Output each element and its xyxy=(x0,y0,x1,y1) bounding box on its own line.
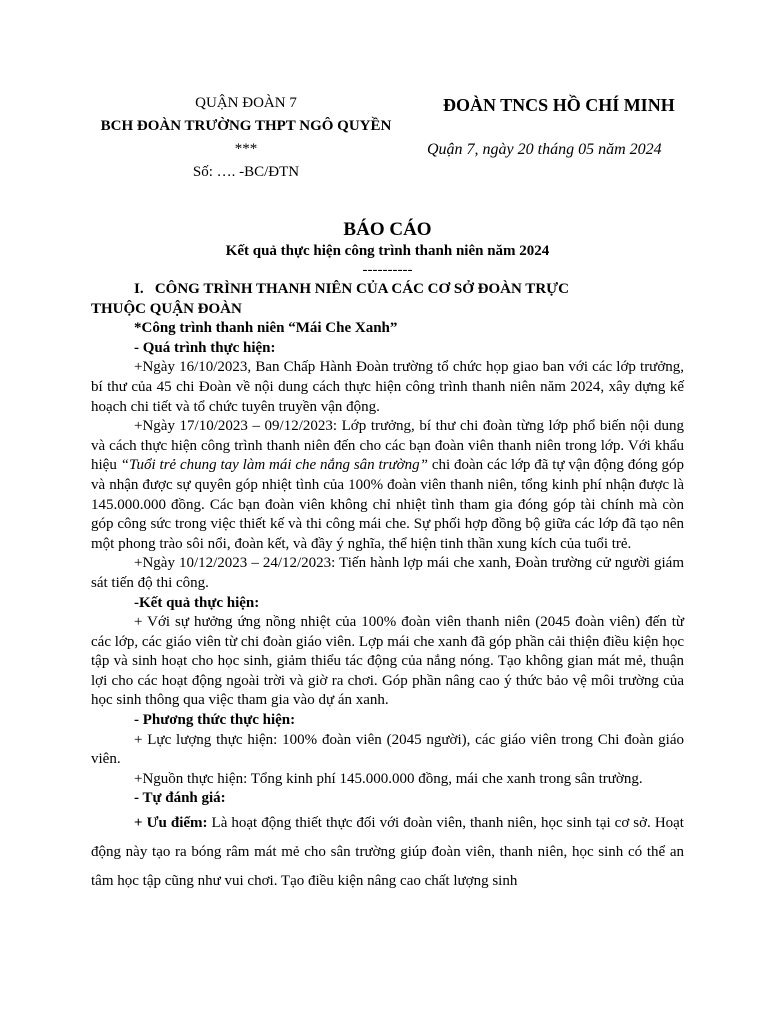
result-heading: -Kết quả thực hiện: xyxy=(134,594,260,611)
school-union: BCH ĐOÀN TRƯỜNG THPT NGÔ QUYỀN xyxy=(100,118,392,134)
report-subtitle: Kết quả thực hiện công trình thanh niên năm 2024 xyxy=(225,243,550,259)
union-org-name: ĐOÀN TNCS HỒ CHÍ MINH xyxy=(443,95,675,115)
document-number: Số: …. -BC/ĐTN xyxy=(192,164,300,180)
document-date: Quận 7, ngày 20 tháng 05 năm 2024 xyxy=(427,141,662,158)
advantages-text: Là hoạt động thiết thực đối với đoàn viên, thanh niên, học sinh tại cơ sở. Hoạt động này tạo ra bóng râm mát mẻ cho sân trường giúp đoàn viên, thanh niên, học sinh có thể an tâm học tập cũng như vui chơi. Tạo điều kiện nâng cao chất lượng sinh xyxy=(91,815,684,890)
title-divider: ---------- xyxy=(362,262,413,278)
slogan: “Tuổi trẻ chung tay làm mái che nắng sân trường” xyxy=(120,457,429,474)
paragraph-result: + Với sự hưởng ứng nồng nhiệt của 100% đoàn viên thanh niên (2045 đoàn viên) đến từ các lớp, các giáo viên từ chi đoàn giáo viên. Lợp mái che xanh đã góp phần cải thiện điều kiện học tập và sinh hoạt cho học sinh, giảm thiểu tác động của nắng nóng. Tạo không gian mát mẻ, thuận lợi cho các hoạt động ngoài trời và giờ ra chơi. Góp phần nâng cao ý thức bảo vệ môi trường của học sinh thông qua việc tham gia vào dự án xanh. xyxy=(91,614,684,709)
method-heading: - Phương thức thực hiện: xyxy=(134,712,296,729)
section-heading xyxy=(91,280,684,300)
report-title: BÁO CÁO xyxy=(343,219,432,240)
paragraph-advantages xyxy=(91,809,684,896)
paragraph-process-1: +Ngày 16/10/2023, Ban Chấp Hành Đoàn trường tổ chức họp giao ban với các lớp trưởng, bí thư của 45 chi Đoàn về nội dung cách thực hiện công trình thanh niên năm 2024, xây dựng kế hoạch chi tiết và tổ chức tuyên truyền vận động. xyxy=(91,359,684,415)
advantages-label: + Ưu điểm: xyxy=(134,815,208,832)
report-body xyxy=(91,280,684,896)
paragraph-process-2 xyxy=(91,417,684,554)
paragraph-process-2-part-b: chi đoàn các lớp đã tự vận động đóng góp và nhận được sự quyên góp nhiệt tình của 100% đoàn viên thanh niên, tổng kinh phí nhận được là 145.000.000 đồng. Các bạn đoàn viên không chỉ nhiệt tình tham gia đóng góp tài chính mà còn góp công sức trong việc thiết kế và thi công mái che. Sự phối hợp đồng bộ giữa các lớp đã tạo nên một phong trào sôi nổi, đoàn kết, và đầy ý nghĩa, thể hiện tinh thần xung kích của tuổi trẻ. xyxy=(91,457,685,552)
project-name: *Công trình thanh niên “Mái Che Xanh” xyxy=(134,320,398,337)
header-stars: *** xyxy=(234,141,258,157)
section-heading-line1: CÔNG TRÌNH THANH NIÊN CỦA CÁC CƠ SỞ ĐOÀN TRỰC xyxy=(154,281,569,297)
process-heading: - Quá trình thực hiện: xyxy=(134,339,276,356)
section-heading-line2: THUỘC QUẬN ĐOÀN xyxy=(91,300,242,317)
paragraph-method-source: +Nguồn thực hiện: Tổng kinh phí 145.000.000 đồng, mái che xanh trong sân trường. xyxy=(134,770,643,787)
paragraph-process-2-part-a: +Ngày 17/10/2023 – 09/12/2023: Lớp trưởng, bí thư chi đoàn từng lớp phổ biến nội dung và cách thực hiện công trình thanh niên đến cho các bạn đoàn viên thanh niên trong lớp. Với khẩu hiệu xyxy=(91,418,684,474)
paragraph-process-3: +Ngày 10/12/2023 – 24/12/2023: Tiến hành lợp mái che xanh, Đoàn trường cử người giám sát tiến độ thi công. xyxy=(91,555,684,591)
evaluation-heading: - Tự đánh giá: xyxy=(134,790,226,807)
section-number: I. xyxy=(134,281,144,297)
paragraph-method-force: + Lực lượng thực hiện: 100% đoàn viên (2045 người), các giáo viên trong Chi đoàn giáo viên. xyxy=(91,731,684,768)
district-union: QUẬN ĐOÀN 7 xyxy=(195,95,297,111)
